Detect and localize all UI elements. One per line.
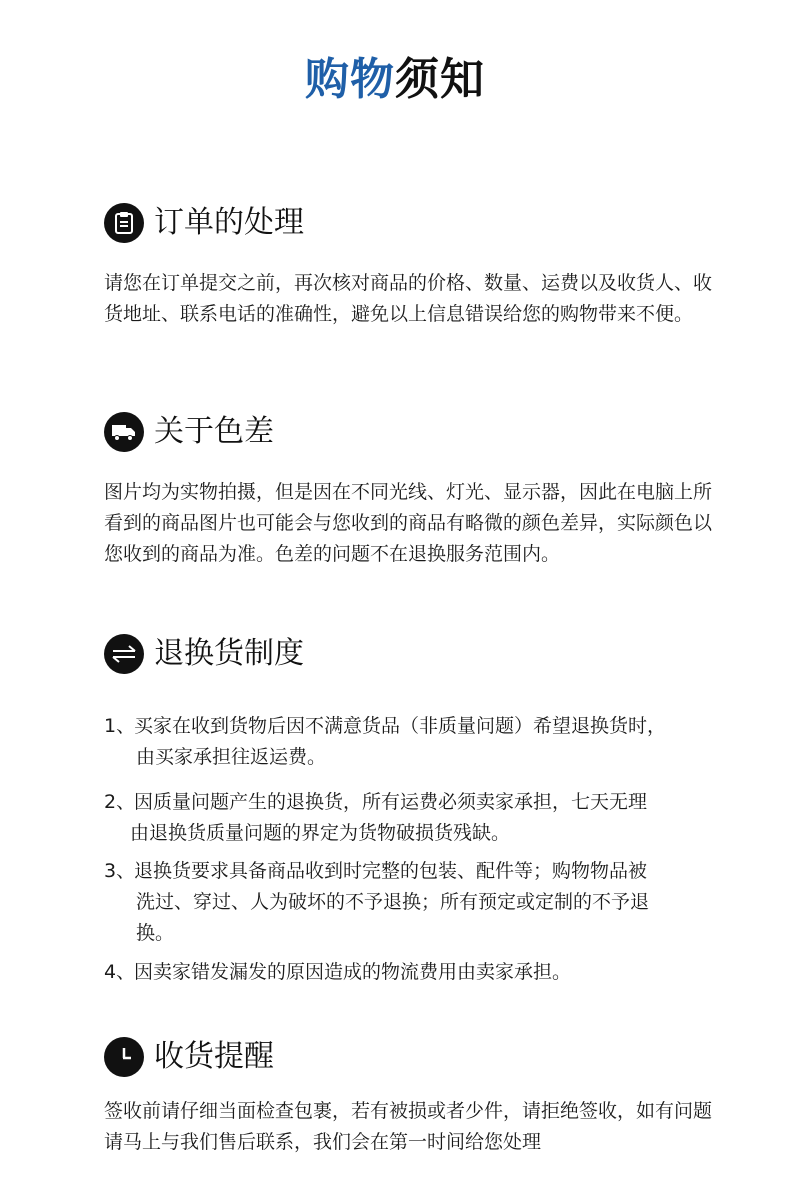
section-title-receipt: 收货提醒 <box>154 1039 274 1074</box>
return-policy-item-1 <box>104 711 724 773</box>
page-title-accent: 购物 <box>305 54 395 105</box>
section-order-text: 请您在订单提交之前，再次核对商品的价格、数量、运费以及收货人、收货地址、联系电话的准确性，避免以上信息错误给您的购物带来不便。 <box>104 272 713 325</box>
item-number: 1、 <box>104 715 136 737</box>
section-title-return: 退换货制度 <box>154 636 304 671</box>
page-title-main: 须知 <box>395 54 485 105</box>
section-title-order: 订单的处理 <box>154 205 304 240</box>
return-policy-item-2 <box>104 787 724 849</box>
item-line: 因卖家错发漏发的原因造成的物流费用由卖家承担。 <box>134 961 572 983</box>
item-number: 4、 <box>104 961 136 983</box>
section-color-text: 图片均为实物拍摄，但是因在不同光线、灯光、显示器，因此在电脑上所看到的商品图片也可能会与您收到的商品有略微的颜色差异，实际颜色以您收到的商品为准。色差的问题不在退换服务范围内。 <box>104 481 713 565</box>
item-number: 2、 <box>104 791 136 813</box>
section-return-header <box>104 632 304 676</box>
exchange-arrows-icon <box>104 634 144 674</box>
item-number: 3、 <box>104 860 136 882</box>
item-line: 换。 <box>136 922 175 944</box>
item-line: 因质量问题产生的退换货，所有运费必须卖家承担，七天无理 <box>134 791 648 813</box>
section-color-header <box>104 410 274 454</box>
item-line: 买家在收到货物后因不满意货品（非质量问题）希望退换货时， <box>134 715 667 737</box>
clock-icon <box>104 1037 144 1077</box>
item-line: 洗过、穿过、人为破坏的不予退换；所有预定或定制的不予退 <box>136 891 650 913</box>
return-policy-item-3 <box>104 856 724 949</box>
item-line: 由退换货质量问题的界定为货物破损货残缺。 <box>130 822 511 844</box>
section-receipt-header <box>104 1035 274 1079</box>
section-receipt-text: 签收前请仔细当面检查包裹，若有被损或者少件，请拒绝签收，如有问题请马上与我们售后联系，我们会在第一时间给您处理 <box>104 1100 713 1153</box>
return-policy-item-4 <box>104 957 724 988</box>
section-order-header <box>104 201 304 245</box>
truck-icon <box>104 412 144 452</box>
section-title-color: 关于色差 <box>154 414 274 449</box>
clipboard-icon <box>104 203 144 243</box>
item-line: 退换货要求具备商品收到时完整的包装、配件等；购物物品被 <box>134 860 648 882</box>
item-line: 由买家承担往返运费。 <box>136 746 327 768</box>
page-title <box>0 50 790 110</box>
